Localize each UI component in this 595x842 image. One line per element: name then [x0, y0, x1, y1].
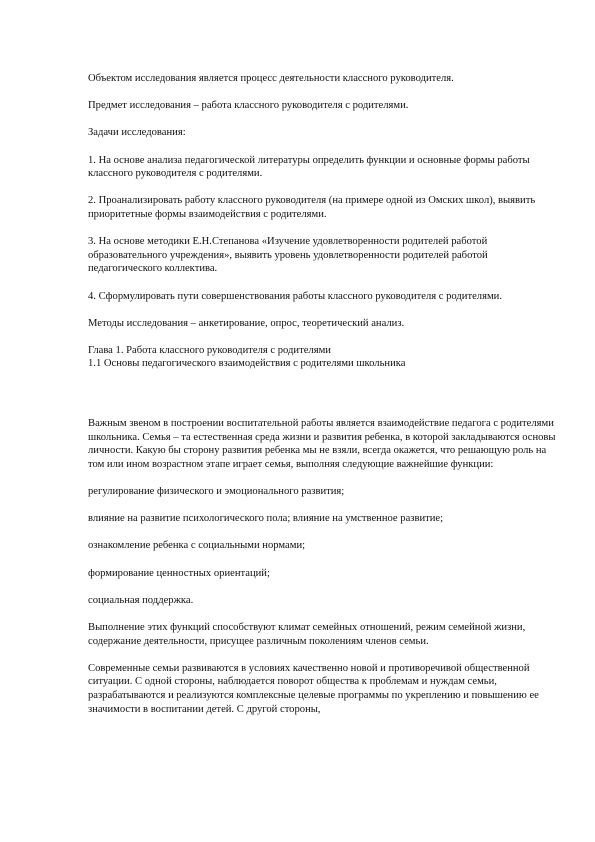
chapter-heading: Глава 1. Работа классного руководителя с родителями	[88, 344, 331, 356]
task-item-1: 1. На основе анализа педагогической литературы определить функции и основные формы работы классного руководителя с родителями.	[88, 154, 530, 180]
task-item-4: 4. Сформулировать пути совершенствования работы классного руководителя с родителями.	[88, 290, 502, 302]
research-tasks-heading: Задачи исследования:	[88, 127, 186, 139]
function-item-1: регулирование физического и эмоционального развития;	[88, 486, 345, 498]
function-item-3: ознакомление ребенка с социальными нормами;	[88, 540, 306, 552]
research-methods-paragraph: Методы исследования – анкетирование, опрос, теоретический анализ.	[88, 317, 405, 329]
research-object-paragraph: Объектом исследования является процесс деятельности классного руководителя.	[88, 73, 454, 84]
task-item-3: 3. На основе методики Е.Н.Степанова «Изучение удовлетворенности родителей работой образовательного учреждения», выявить уровень удовлетворенности родителей работой педагогического коллектива.	[88, 236, 488, 275]
body-paragraph-climate: Выполнение этих функций способствуют климат семейных отношений, режим семейной жизни, содержание деятельности, присущее различным поколениям членов семьи.	[88, 621, 526, 647]
body-paragraph-modern-families: Современные семьи развиваются в условиях качественно новой и противоречивой общественной ситуации. С одной стороны, наблюдается поворот общества к проблемам и нуждам семьи, разрабатываются и реализуются комплексные целевые программы по укреплению и повышению ее значимости в воспитании детей. С другой стороны,	[88, 662, 539, 715]
task-item-2: 2. Проанализировать работу классного руководителя (на примере одной из Омских школ), выявить приоритетные формы взаимодействия с родителями.	[88, 195, 536, 220]
function-item-2: влияние на развитие психологического пола; влияние на умственное развитие;	[88, 513, 444, 525]
section-spacer	[88, 371, 558, 417]
section-heading: 1.1 Основы педагогического взаимодействия с родителями школьника	[88, 358, 406, 370]
document-body	[88, 72, 558, 730]
research-subject-paragraph: Предмет исследования – работа классного руководителя с родителями.	[88, 100, 409, 112]
body-paragraph-intro: Важным звеном в построении воспитательной работы является взаимодействие педагога с родителями школьника. Семья – та естественная среда жизни и развития ребенка, в которой закладываются основы личности. Какую бы сторону развития ребенка мы не взяли, всегда окажется, что решающую роль на том или ином возрастном этапе играет семья, выполняя следующие важнейшие функции:	[88, 418, 556, 470]
function-item-5: социальная поддержка.	[88, 594, 194, 606]
function-item-4: формирование ценностных ориентаций;	[88, 567, 270, 579]
